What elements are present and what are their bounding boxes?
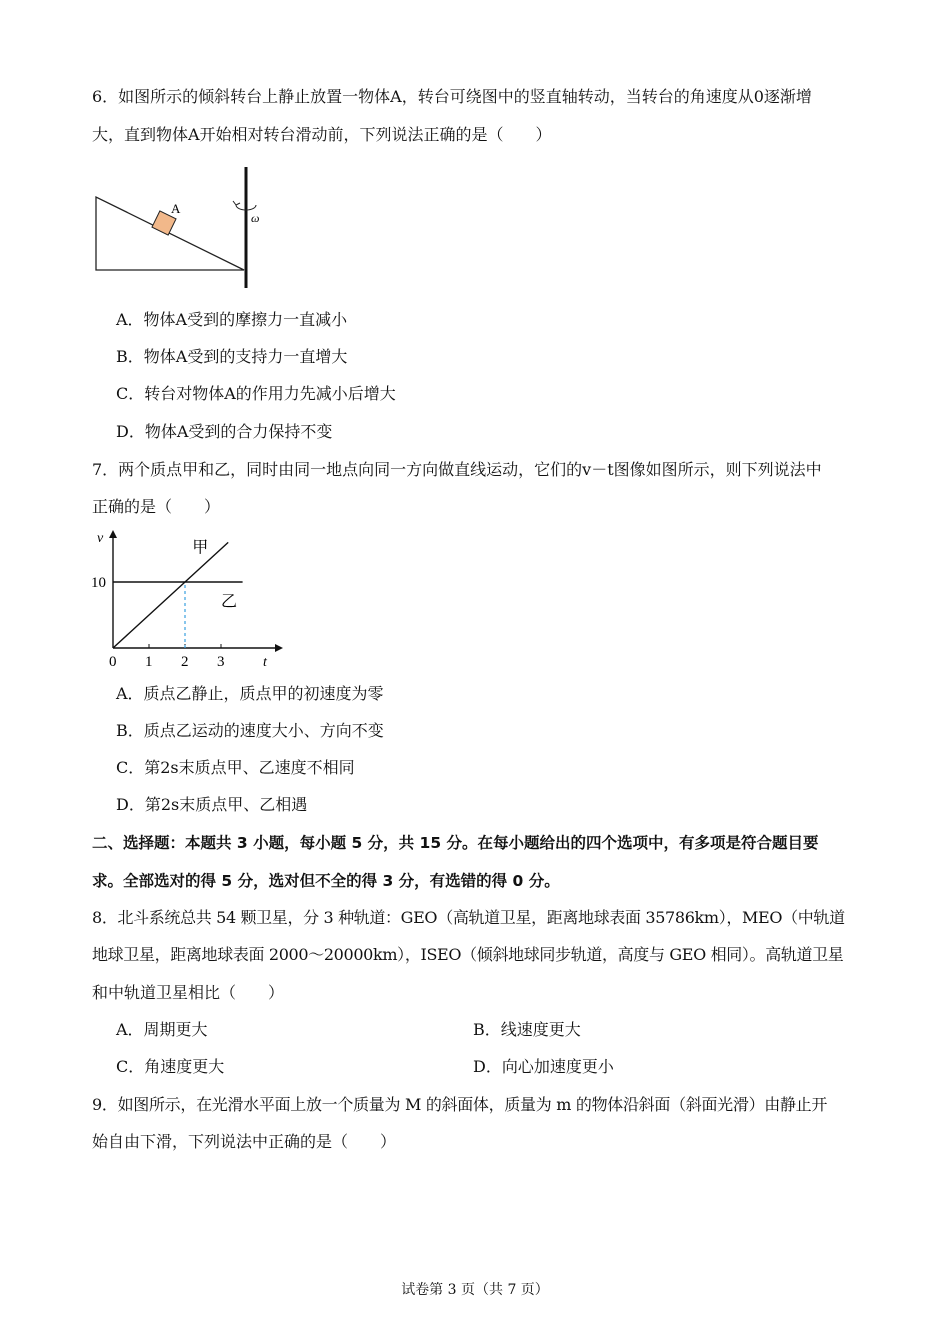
- y-axis-arrow: [109, 530, 117, 538]
- q6-stem-line2: 大，直到物体A开始相对转台滑动前，下列说法正确的是（ ）: [92, 125, 552, 144]
- y-axis-label: v: [97, 531, 104, 546]
- q8-stem-line1: 8．北斗系统总共 54 颗卫星，分 3 种轨道：GEO（高轨道卫星，距离地球表面 35786km），MEO（中轨道: [92, 908, 845, 927]
- series-label-jia: 甲: [192, 537, 209, 557]
- q8-stem-line2: 地球卫星，距离地球表面 2000～20000km），ISEO（倾斜地球同步轨道，高度与 GEO 相同）。高轨道卫星: [92, 945, 844, 964]
- q6-option-c: C．转台对物体A的作用力先减小后增大: [116, 384, 396, 403]
- y-tick-label: 10: [91, 575, 106, 591]
- q6-stem-line1: 6．如图所示的倾斜转台上静止放置一物体A，转台可绕图中的竖直轴转动，当转台的角速度从0逐渐增: [92, 87, 812, 106]
- x-tick-label: 0: [109, 654, 117, 670]
- q7-option-a: A．质点乙静止，质点甲的初速度为零: [116, 684, 384, 703]
- q8-option-a: A．周期更大: [116, 1020, 208, 1039]
- series-line-jia: [113, 542, 228, 648]
- q8-option-d: D．向心加速度更小: [473, 1057, 614, 1076]
- block-a-label: A: [171, 201, 181, 216]
- omega-label: ω: [251, 211, 260, 225]
- q8-option-c: C．角速度更大: [116, 1057, 225, 1076]
- x-tick-label: 3: [217, 654, 225, 670]
- x-axis-arrow: [275, 644, 283, 652]
- section2-heading-line2: 求。全部选对的得 5 分，选对但不全的得 3 分，有选错的得 0 分。: [92, 872, 560, 890]
- q7-option-b: B．质点乙运动的速度大小、方向不变: [116, 721, 384, 740]
- x-tick-label: 1: [145, 654, 153, 670]
- series-label-yi: 乙: [221, 591, 238, 611]
- incline-triangle: [96, 197, 244, 270]
- q7-vt-chart: [85, 530, 285, 672]
- q7-option-c: C．第2s末质点甲、乙速度不相同: [116, 758, 355, 777]
- page-footer: 试卷第 3 页（共 7 页）: [401, 1282, 549, 1298]
- q7-stem-line1: 7．两个质点甲和乙，同时由同一地点向同一方向做直线运动，它们的v－t图像如图所示，则下列说法中: [92, 460, 822, 479]
- q8-stem-line3: 和中轨道卫星相比（ ）: [92, 983, 285, 1002]
- q9-stem-line1: 9．如图所示，在光滑水平面上放一个质量为 M 的斜面体，质量为 m 的物体沿斜面（斜面光滑）由静止开: [92, 1095, 828, 1114]
- q7-option-d: D．第2s末质点甲、乙相遇: [116, 795, 308, 814]
- x-axis-label: t: [263, 655, 267, 670]
- section2-heading-line1: 二、选择题：本题共 3 小题，每小题 5 分，共 15 分。在每小题给出的四个选项中，有多项是符合题目要: [92, 834, 819, 852]
- q6-option-b: B．物体A受到的支持力一直增大: [116, 347, 348, 366]
- q9-stem-line2: 始自由下滑，下列说法中正确的是（ ）: [92, 1132, 397, 1151]
- q6-option-a: A．物体A受到的摩擦力一直减小: [116, 310, 348, 329]
- x-tick-label: 2: [181, 654, 189, 670]
- q6-option-d: D．物体A受到的合力保持不变: [116, 422, 333, 441]
- q6-figure-turntable: [90, 165, 280, 290]
- q8-option-b: B．线速度更大: [473, 1020, 581, 1039]
- q7-stem-line2: 正确的是（ ）: [92, 497, 221, 516]
